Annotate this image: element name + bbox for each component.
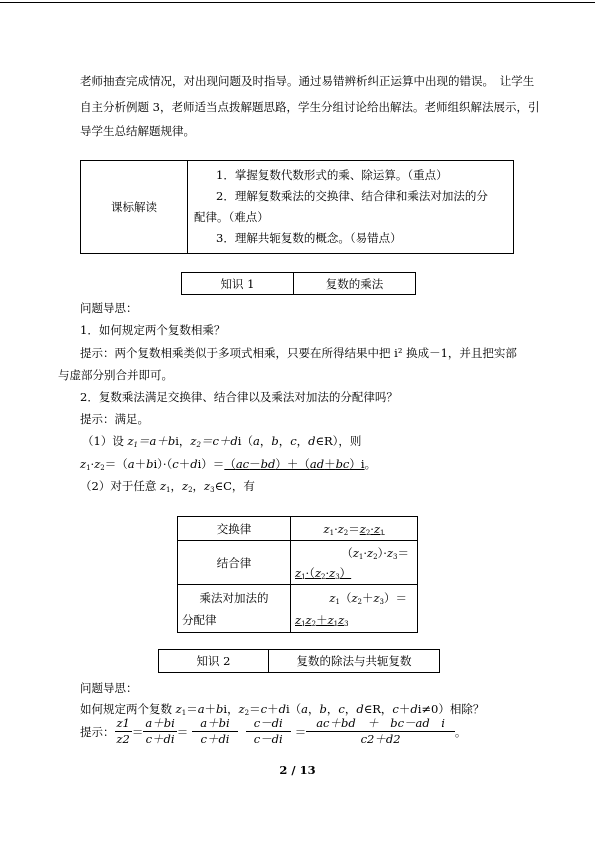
knowledge-2-header (158, 649, 440, 673)
product-result: （ac－bd）＋（ad＋bc）i (224, 457, 365, 471)
kebiao-item-1: 1．掌握复数代数形式的乘、除运算。（重点） (216, 168, 448, 182)
setup-z1: $z_1$ (127, 434, 139, 449)
kebiao-label: 课标解读 (81, 161, 188, 254)
kebiao-table (80, 160, 514, 254)
question-2: 2．复数乘法满足交换律、结合律以及乘法对加法的分配律吗？ (80, 390, 398, 404)
hint-1-line-2: 与虚部分别合并即可。 (58, 368, 173, 382)
law-distributive-label-2: 分配律 (182, 612, 217, 627)
hint-label: 提示： (80, 724, 115, 739)
fraction-result: $\frac{\text{ac＋bd ＋ bc－ad i}}{c2+d2}$ (306, 716, 455, 747)
law-commutative-formula: $z_1\cdot z_2=z_2\cdot z_1$ (291, 517, 418, 541)
hint-1-line-1: 提示：两个复数相乘类似于多项式相乘，只要在所得结果中把 i² 换成－1，并且把实部 (80, 346, 517, 360)
knowledge-2-title: 复数的除法与共轭复数 (296, 654, 412, 668)
kebiao-item-3: 3．理解共轭复数的概念。（易错点） (216, 231, 402, 245)
intro-line-3: 导学生总结解题规律。 (80, 124, 195, 138)
fraction-z1-z2: $\frac{z1}{z2}$ (116, 716, 130, 746)
knowledge-1-header (181, 272, 416, 295)
setup-z2: $z_2=c+d$ (190, 434, 238, 449)
knowledge-1-title: 复数的乘法 (325, 276, 384, 291)
intro-line-1: 老师抽查完成情况，对出现问题及时指导。通过易错辨析纠正运算中出现的错误。 让学生 (80, 74, 535, 88)
knowledge-1-label: 知识 1 (182, 273, 294, 294)
hint-2: 提示：满足。 (80, 412, 149, 426)
law-associative-label: 结合律 (178, 541, 291, 585)
section-1-title: 问题导思： (80, 301, 138, 315)
intro-line-2: 自主分析例题 3，老师适当点拨解题思路，学生分组讨论给出解法。老师组织解法展示，引 (80, 100, 540, 114)
setup-def-z1: ＝a＋b (138, 434, 176, 448)
kebiao-item-2-cont: 配律。（难点） (194, 210, 269, 224)
division-question: 如何规定两个复数 $z_1=a+bi$，$z_2=c+di(a$，b，c，d∈R，c＋di≠0）相除？ (80, 702, 485, 717)
knowledge-2-label: 知识 2 (159, 650, 269, 672)
question-1: 1．如何规定两个复数相乘？ (80, 323, 226, 337)
page-number: 2 / 13 (279, 763, 316, 777)
law-associative-formula: $(z_1\cdot z_2)\cdot z_3=$ $z_1\cdot(z_2\cdot z_3)$ (291, 541, 418, 585)
section-2-title: 问题导思： (80, 681, 138, 695)
division-formula: 提示： $\frac{z1}{z2}$ ＝ $\frac{a+bi}{c+di}$ ＝ $\frac{a+bi}{c+di}$ $\frac{c-di}{c-di}$ ＝ $\frac{\text{ac＋bd ＋ bc－ad i}}{c2+d2}$ 。 (80, 716, 467, 746)
fraction-a-bi: $\frac{a+bi}{c+di}$ (192, 716, 237, 747)
law-distributive-label-1: 乘法对加法的 (199, 590, 269, 605)
fraction-a-bi-over-c-di: $\frac{a+bi}{c+di}$ (145, 716, 175, 746)
law-distributive-label (178, 585, 291, 633)
setup-line: （1）设 $z_1=a+bi$，$z_2=c+di(a$，b，c，d∈R），则 (82, 434, 362, 449)
laws-intro: （2）对于任意 $z_1$，$z_2$，$z_3\in C$，有 (80, 479, 255, 494)
law-commutative-label: 交换律 (178, 517, 291, 541)
law-distributive-formula: $z_1(z_2+z_3)=$ $z_1z_2+z_1z_3$ (291, 585, 418, 633)
fraction-conjugate: $\frac{c-di}{c-di}$ (246, 716, 291, 747)
header-rule (0, 2, 595, 3)
setup-prefix: （1）设 (82, 434, 128, 448)
kebiao-content (188, 161, 514, 254)
laws-table (177, 516, 418, 633)
product-line: $z_1\cdot z_2=(a+bi)\cdot(c+di)=(ac-bd)+(ad+bc)i$。 (80, 457, 377, 472)
kebiao-item-2: 2．理解复数乘法的交换律、结合律和乘法对加法的分 (216, 189, 488, 203)
